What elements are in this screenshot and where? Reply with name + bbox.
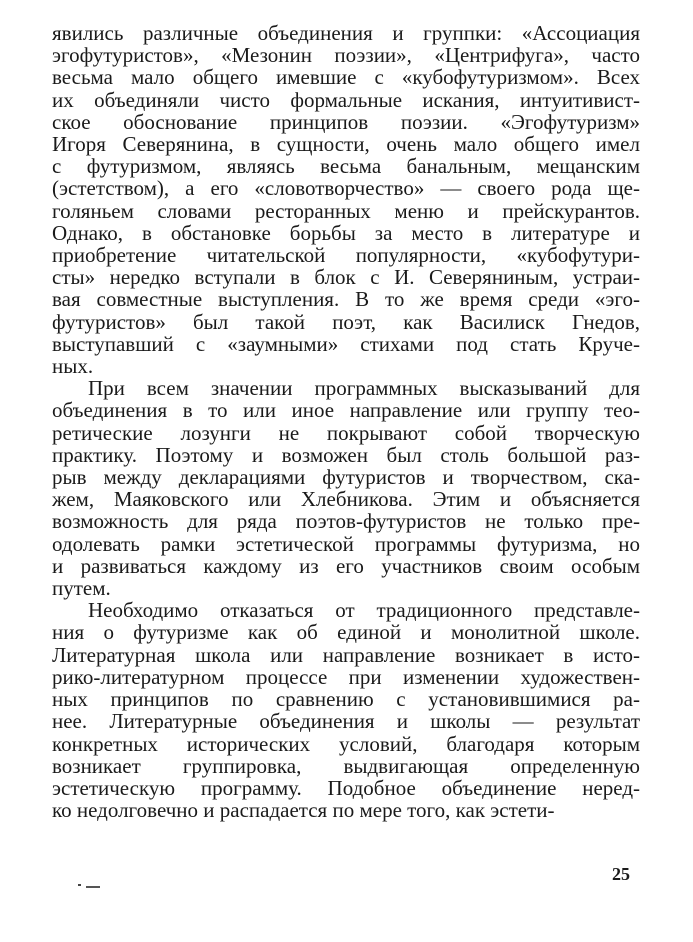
text-line: весьма мало общего имевшие с «кубофутуризмом». Всех [52, 65, 640, 90]
ink-smudge-mark [78, 880, 108, 890]
text-line: одолевать рамки эстетической программы футуризма, но [52, 531, 640, 556]
text-line: сты» нередко вступали в блок с И. Северяниным, устраи- [52, 265, 640, 290]
text-line: вая совместные выступления. В то же время среди «эго- [52, 287, 640, 312]
paragraph [52, 377, 640, 599]
text-line: ское обоснование принципов поэзии. «Эгофутуризм» [52, 109, 640, 134]
text-line: возможность для ряда поэтов-футуристов не только пре- [52, 509, 640, 534]
text-line: Литературная школа или направление возникает в исто- [52, 642, 640, 667]
text-line: нее. Литературные объединения и школы — результат [52, 709, 640, 734]
page-number: 25 [612, 864, 630, 884]
text-line: ных принципов по сравнению с установившимися ра- [52, 687, 640, 712]
text-line: ретические лозунги не покрывают собой творческую [52, 420, 640, 445]
text-line: Игоря Северянина, в сущности, очень мало общего имел [52, 132, 640, 157]
text-line: рико-литературном процессе при изменении художествен- [52, 664, 640, 689]
text-line: и развиваться каждому из его участников своим особым [52, 553, 640, 578]
paragraph [52, 22, 640, 377]
page-text [52, 22, 640, 821]
text-line: явились различные объединения и группки: «Ассоциация [52, 21, 640, 45]
text-line: эгофутуристов», «Мезонин поэзии», «Центрифуга», часто [52, 43, 640, 68]
text-line: ных. [52, 354, 94, 379]
text-line: практику. Поэтому и возможен был столь большой раз- [52, 442, 640, 467]
text-line: жем, Маяковского или Хлебникова. Этим и объясняется [52, 487, 640, 512]
text-line: рыв между декларациями футуристов и творчеством, ска- [52, 465, 640, 490]
text-line: путем. [52, 576, 111, 601]
text-line: эстетическую программу. Подобное объединение неред- [52, 775, 640, 800]
text-line: их объединяли чисто формальные искания, интуитивист- [52, 87, 640, 112]
text-line: (эстетством), а его «словотворчество» — своего рода ще- [52, 176, 640, 201]
text-line: выступавший с «заумными» стихами под стать Круче- [52, 331, 640, 356]
text-line: приобретение читательской популярности, «кубофутури- [52, 243, 640, 268]
text-line: При всем значении программных высказываний для [88, 376, 640, 401]
text-line: объединения в то или иное направление или группу тео- [52, 398, 640, 423]
text-line: голяньем словами ресторанных меню и прейскурантов. [52, 198, 640, 223]
text-line: Необходимо отказаться от традиционного представле- [88, 598, 640, 623]
text-line: конкретных исторических условий, благодаря которым [52, 731, 640, 756]
text-line: ния о футуризме как об единой и монолитной школе. [52, 620, 640, 645]
text-line: возникает группировка, выдвигающая определенную [52, 753, 640, 778]
text-line: Однако, в обстановке борьбы за место в литературе и [52, 220, 640, 245]
text-line: ко недолговечно и распадается по мере того, как эстети- [52, 798, 555, 823]
text-line: с футуризмом, являясь весьма банальным, мещанским [52, 154, 640, 179]
text-line: футуристов» был такой поэт, как Василиск Гнедов, [52, 309, 640, 334]
paragraph [52, 599, 640, 821]
